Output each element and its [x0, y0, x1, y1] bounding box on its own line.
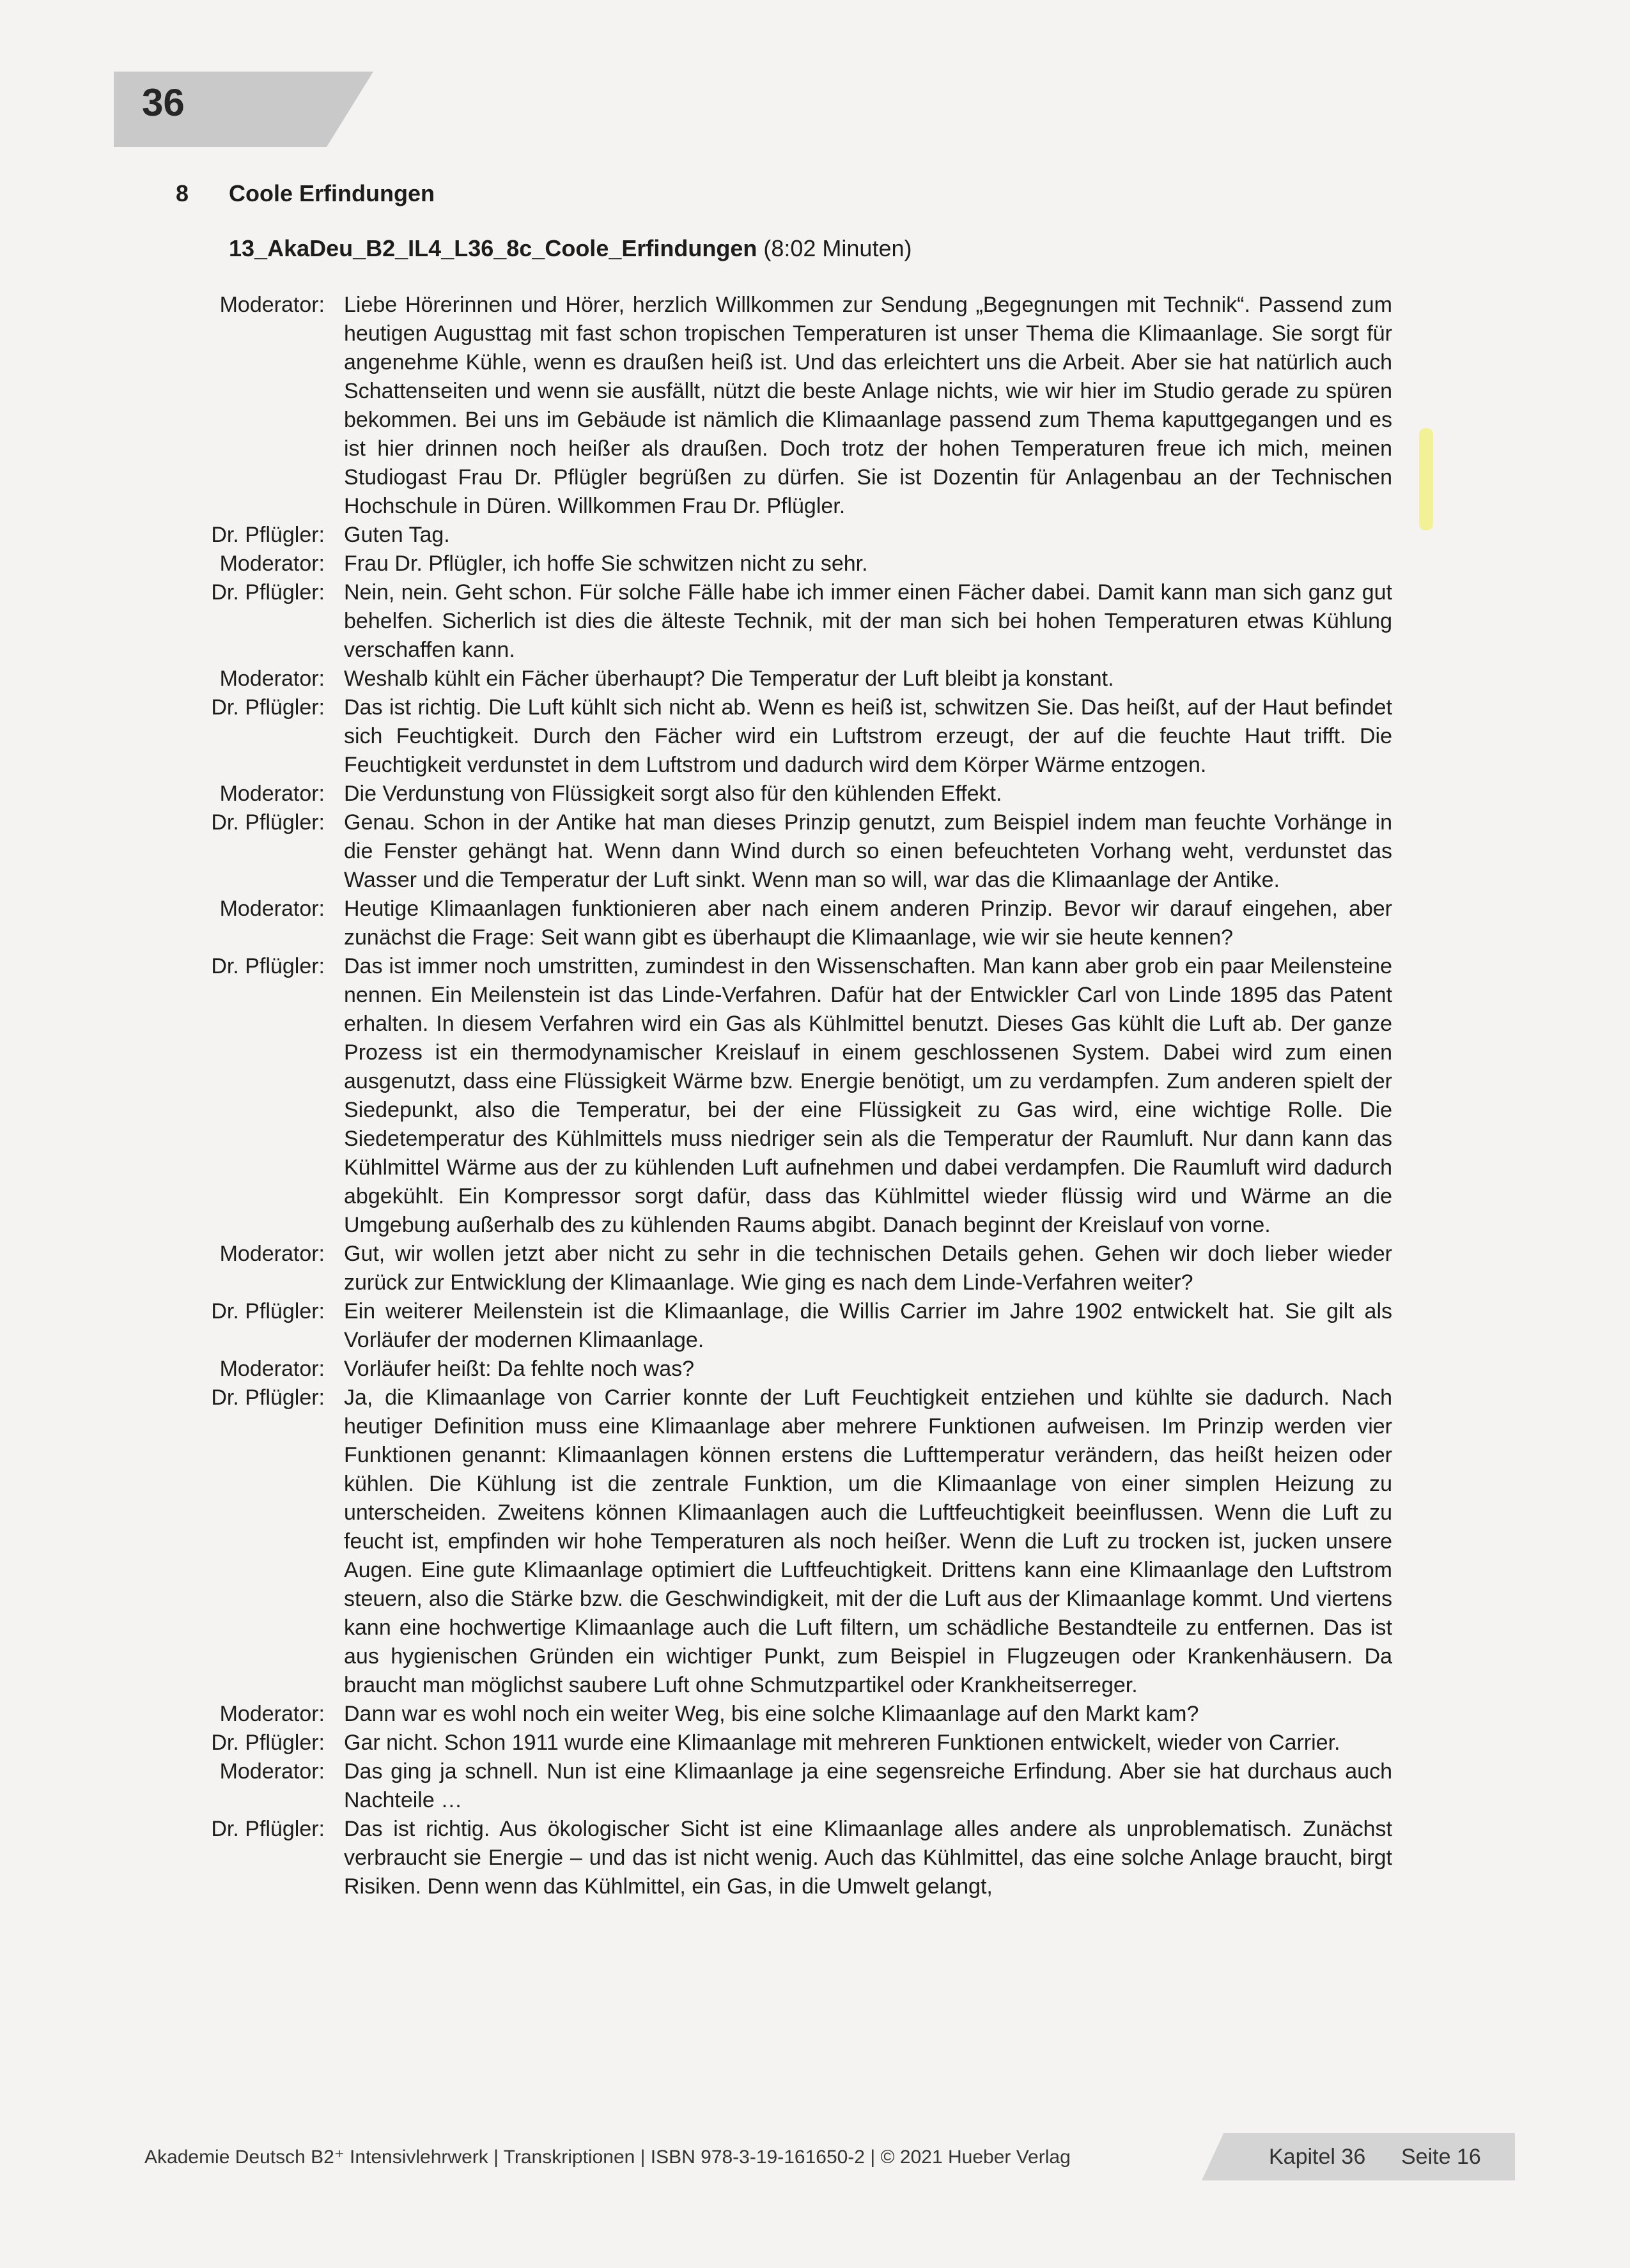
speaker-label: Moderator: [219, 1702, 325, 1726]
footer-publication-info: Akademie Deutsch B2⁺ Intensivlehrwerk | Transkriptionen | ISBN 978-3-19-161650-2 | © 2021 Hueber Verlag [144, 2147, 1071, 2168]
transcript-turn [0, 780, 1630, 808]
speech-text: Genau. Schon in der Antike hat man dieses Prinzip genutzt, zum Beispiel indem man feuchte Vorhänge in die Fenster gehängt hat. Wenn dann Wind durch so einen befeuchteten Vorhang weht, verdunstet das Wasser und die Temperatur der Luft sinkt. Wenn man so will, war das die Klimaanlage der Antike. [344, 810, 1392, 892]
speech-text: Liebe Hörerinnen und Hörer, herzlich Willkommen zur Sendung „Begegnungen mit Technik“. Passend zum heutigen Augusttag mit fast schon tropischen Temperaturen ist unser Thema die Klimaanlage. Sie sorgt für angenehme Kühle, wenn es draußen heiß ist. Und das erleichtert uns die Arbeit. Aber sie hat natürlich auch Schattenseiten und wenn sie ausfällt, nützt die beste Anlage nichts, wie wir hier im Studio gerade zu spüren bekommen. Bei uns im Gebäude ist nämlich die Klimaanlage passend zum Thema kaputtgegangen und es ist hier drinnen noch heißer als draußen. Doch trotz der hohen Temperaturen freue ich mich, meinen Studiogast Frau Dr. Pflügler begrüßen zu dürfen. Sie ist Dozentin für Anlagenbau an der Technischen Hochschule in Düren. Willkommen Frau Dr. Pflügler. [344, 293, 1392, 518]
section-title: Coole Erfindungen [229, 180, 435, 206]
speech-text: Ja, die Klimaanlage von Carrier konnte der Luft Feuchtigkeit entziehen und kühlte sie dadurch. Nach heutiger Definition muss eine Klimaanlage aber mehrere Funktionen aufweisen. Im Prinzip werden vier Funktionen genannt: Klimaanlagen können erstens die Lufttemperatur verändern, das heißt heizen oder kühlen. Die Kühlung ist die zentrale Funktion, um die Klimaanlage von einer simplen Heizung zu unterscheiden. Zweitens können Klimaanlagen auch die Luftfeuchtigkeit beeinflussen. Wenn die Luft zu feucht ist, empfinden wir hohe Temperaturen als noch heißer. Wenn die Luft zu trocken ist, jucken unsere Augen. Eine gute Klimaanlage optimiert die Luftfeuchtigkeit. Drittens kann eine Klimaanlage den Luftstrom steuern, also die Stärke bzw. die Geschwindigkeit, mit der die Luft aus der Klimaanlage kommt. Und viertens kann eine hochwertige Klimaanlage auch die Luft filtern, um schädliche Bestandteile zu entfernen. Das ist aus hygienischen Gründen ein wichtiger Punkt, zum Beispiel in Flugzeugen oder Krankenhäusern. Da braucht man möglichst saubere Luft ohne Schmutzpartikel oder Krankheitserreger. [344, 1385, 1392, 1697]
speech-text: Vorläufer heißt: Da fehlte noch was? [344, 1357, 695, 1381]
speech-text: Das ging ja schnell. Nun ist eine Klimaanlage ja eine segensreiche Erfindung. Aber sie hat durchaus auch Nachteile … [344, 1759, 1392, 1812]
transcript-turn [0, 1757, 1630, 1815]
transcript-turn [0, 521, 1630, 550]
speaker-label: Dr. Pflügler: [211, 1299, 325, 1323]
transcript-turn [0, 693, 1630, 780]
speech-text: Nein, nein. Geht schon. Für solche Fälle habe ich immer einen Fächer dabei. Damit kann man sich ganz gut behelfen. Sicherlich ist dies die älteste Technik, mit der man sich bei hohen Temperaturen etwas Kühlung verschaffen kann. [344, 580, 1392, 662]
transcript-turn [0, 1700, 1630, 1729]
speaker-label: Dr. Pflügler: [211, 1731, 325, 1755]
speaker-label: Moderator: [219, 782, 325, 806]
speaker-label: Moderator: [219, 897, 325, 921]
speech-text: Das ist immer noch umstritten, zumindest in den Wissenschaften. Man kann aber grob ein paar Meilensteine nennen. Ein Meilenstein ist das Linde-Verfahren. Dafür hat der Entwickler Carl von Linde 1895 das Patent erhalten. In diesem Verfahren wird ein Gas als Kühlmittel benutzt. Dieses Gas kühlt die Luft ab. Der ganze Prozess ist ein thermodynamischer Kreislauf in einem geschlossenen System. Dabei wird zum einen ausgenutzt, dass eine Flüssigkeit Wärme bzw. Energie benötigt, um zu verdampfen. Zum anderen spielt der Siedepunkt, also die Temperatur, bei der eine Flüssigkeit zu Gas wird, eine wichtige Rolle. Die Siedetemperatur des Kühlmittels muss niedriger sein als die Temperatur der Raumluft. Nur dann kann das Kühlmittel Wärme aus der zu kühlenden Luft aufnehmen und dabei verdampfen. Die Raumluft wird dadurch abgekühlt. Ein Kompressor sorgt dafür, dass das Kühlmittel wieder flüssig wird und Wärme an die Umgebung außerhalb des zu kühlenden Raums abgibt. Danach beginnt der Kreislauf von vorne. [344, 954, 1392, 1237]
transcript-turn [0, 1815, 1630, 1901]
audio-track-duration: (8:02 Minuten) [763, 235, 912, 261]
speech-text: Das ist richtig. Aus ökologischer Sicht ist eine Klimaanlage alles andere als unproblematisch. Zunächst verbraucht sie Energie – und das ist nicht wenig. Auch das Kühlmittel, das eine solche Anlage braucht, birgt Risiken. Denn wenn das Kühlmittel, ein Gas, in die Umwelt gelangt, [344, 1817, 1392, 1899]
speaker-label: Dr. Pflügler: [211, 523, 325, 547]
speech-text: Gar nicht. Schon 1911 wurde eine Klimaanlage mit mehreren Funktionen entwickelt, wieder von Carrier. [344, 1731, 1340, 1755]
footer-chapter-label: Kapitel 36 [1269, 2145, 1366, 2169]
speech-text: Frau Dr. Pflügler, ich hoffe Sie schwitzen nicht zu sehr. [344, 552, 868, 576]
speaker-label: Dr. Pflügler: [211, 580, 325, 605]
transcript-turn [0, 578, 1630, 665]
speaker-label: Moderator: [219, 1759, 325, 1784]
transcript-turn [0, 1297, 1630, 1355]
transcript-turn [0, 952, 1630, 1240]
speaker-label: Moderator: [219, 552, 325, 576]
transcript-turn [0, 1355, 1630, 1384]
chapter-number: 36 [142, 81, 185, 124]
speaker-label: Moderator: [219, 293, 325, 317]
transcript-turn [0, 291, 1630, 521]
audio-track-line [229, 235, 912, 262]
footer-page-label: Seite 16 [1401, 2145, 1481, 2169]
speaker-label: Moderator: [219, 1242, 325, 1266]
speech-text: Weshalb kühlt ein Fächer überhaupt? Die Temperatur der Luft bleibt ja konstant. [344, 667, 1114, 691]
speaker-label: Moderator: [219, 1357, 325, 1381]
transcript [0, 291, 1630, 1901]
transcript-turn [0, 808, 1630, 895]
speaker-label: Moderator: [219, 667, 325, 691]
speaker-label: Dr. Pflügler: [211, 810, 325, 835]
page-footer [0, 2133, 1630, 2184]
speech-text: Ein weiterer Meilenstein ist die Klimaanlage, die Willis Carrier im Jahre 1902 entwickelt hat. Sie gilt als Vorläufer der modernen Klimaanlage. [344, 1299, 1392, 1352]
transcript-turn [0, 1384, 1630, 1700]
speech-text: Gut, wir wollen jetzt aber nicht zu sehr in die technischen Details gehen. Gehen wir doch lieber wieder zurück zur Entwicklung der Klimaanlage. Wie ging es nach dem Linde-Verfahren weiter? [344, 1242, 1392, 1295]
speaker-label: Dr. Pflügler: [211, 1817, 325, 1841]
speech-text: Heutige Klimaanlagen funktionieren aber nach einem anderen Prinzip. Bevor wir darauf eingehen, aber zunächst die Frage: Seit wann gibt es überhaupt die Klimaanlage, wie wir sie heute kennen? [344, 897, 1392, 950]
speech-text: Das ist richtig. Die Luft kühlt sich nicht ab. Wenn es heiß ist, schwitzen Sie. Das heißt, auf der Haut befindet sich Feuchtigkeit. Durch den Fächer wird ein Luftstrom erzeugt, der auf die feuchte Haut trifft. Die Feuchtigkeit verdunstet in dem Luftstrom und dadurch wird dem Körper Wärme entzogen. [344, 695, 1392, 777]
transcript-turn [0, 895, 1630, 952]
speech-text: Die Verdunstung von Flüssigkeit sorgt also für den kühlenden Effekt. [344, 782, 1002, 806]
section-number: 8 [176, 180, 189, 206]
speech-text: Guten Tag. [344, 523, 450, 547]
speaker-label: Dr. Pflügler: [211, 695, 325, 720]
transcript-turn [0, 1729, 1630, 1757]
transcript-turn [0, 1240, 1630, 1297]
speaker-label: Dr. Pflügler: [211, 954, 325, 978]
speaker-label: Dr. Pflügler: [211, 1385, 325, 1410]
audio-track-id: 13_AkaDeu_B2_IL4_L36_8c_Coole_Erfindungen [229, 235, 757, 261]
transcript-turn [0, 665, 1630, 693]
transcript-turn [0, 550, 1630, 578]
speech-text: Dann war es wohl noch ein weiter Weg, bis eine solche Klimaanlage auf den Markt kam? [344, 1702, 1199, 1726]
